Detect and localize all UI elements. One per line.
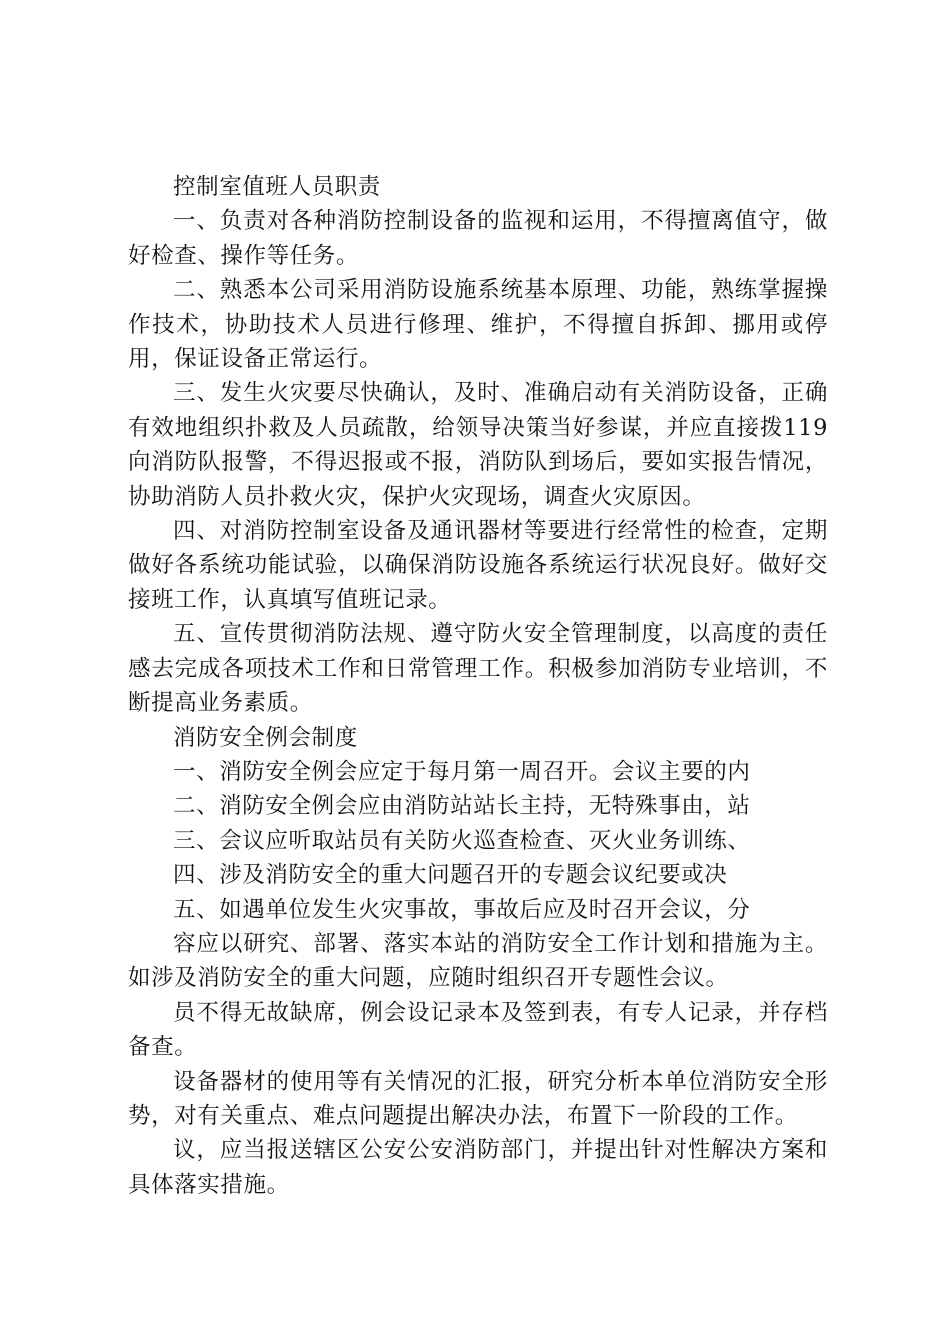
paragraph: 三、发生火灾要尽快确认，及时、准确启动有关消防设备，正确有效地组织扑救及人员疏散，给领导决策当好参谋，并应直接拨119向消防队报警，不得迟报或不报，消防队到场后，要如实报告情况，协助消防人员扑救火灾，保护火灾现场，调查火灾原因。 xyxy=(128,380,828,510)
paragraph: 三、会议应听取站员有关防火巡查检查、灭火业务训练、 xyxy=(173,827,751,854)
paragraph: 二、消防安全例会应由消防站站长主持，无特殊事由，站 xyxy=(173,793,751,820)
paragraph: 一、负责对各种消防控制设备的监视和运用，不得擅离值守，做好检查、操作等任务。 xyxy=(128,208,828,269)
paragraph: 四、对消防控制室设备及通讯器材等要进行经常性的检查，定期做好各系统功能试验，以确保消防设施各系统运行状况良好。做好交接班工作，认真填写值班记录。 xyxy=(128,518,828,613)
paragraph: 一、消防安全例会应定于每月第一周召开。会议主要的内 xyxy=(173,758,751,785)
section-title-meeting: 消防安全例会制度 xyxy=(173,724,358,751)
section-title-duty: 控制室值班人员职责 xyxy=(173,174,381,200)
paragraph: 四、涉及消防安全的重大问题召开的专题会议纪要或决 xyxy=(173,862,728,889)
paragraph: 设备器材的使用等有关情况的汇报，研究分析本单位消防安全形势，对有关重点、难点问题提出解决办法，布置下一阶段的工作。 xyxy=(128,1068,828,1129)
paragraph: 议，应当报送辖区公安公安消防部门，并提出针对性解决方案和具体落实措施。 xyxy=(128,1137,828,1198)
paragraph: 五、如遇单位发生火灾事故，事故后应及时召开会议，分 xyxy=(173,896,751,923)
paragraph: 二、熟悉本公司采用消防设施系统基本原理、功能，熟练掌握操作技术，协助技术人员进行修理、维护，不得擅自拆卸、挪用或停用，保证设备正常运行。 xyxy=(128,277,828,373)
document-body xyxy=(128,170,828,1202)
paragraph: 容应以研究、部署、落实本站的消防安全工作计划和措施为主。如涉及消防安全的重大问题，应随时组织召开专题性会议。 xyxy=(128,930,828,992)
paragraph: 五、宣传贯彻消防法规、遵守防火安全管理制度，以高度的责任感去完成各项技术工作和日常管理工作。积极参加消防专业培训，不断提高业务素质。 xyxy=(128,621,828,717)
paragraph: 员不得无故缺席，例会设记录本及签到表，有专人记录，并存档备查。 xyxy=(128,999,828,1061)
